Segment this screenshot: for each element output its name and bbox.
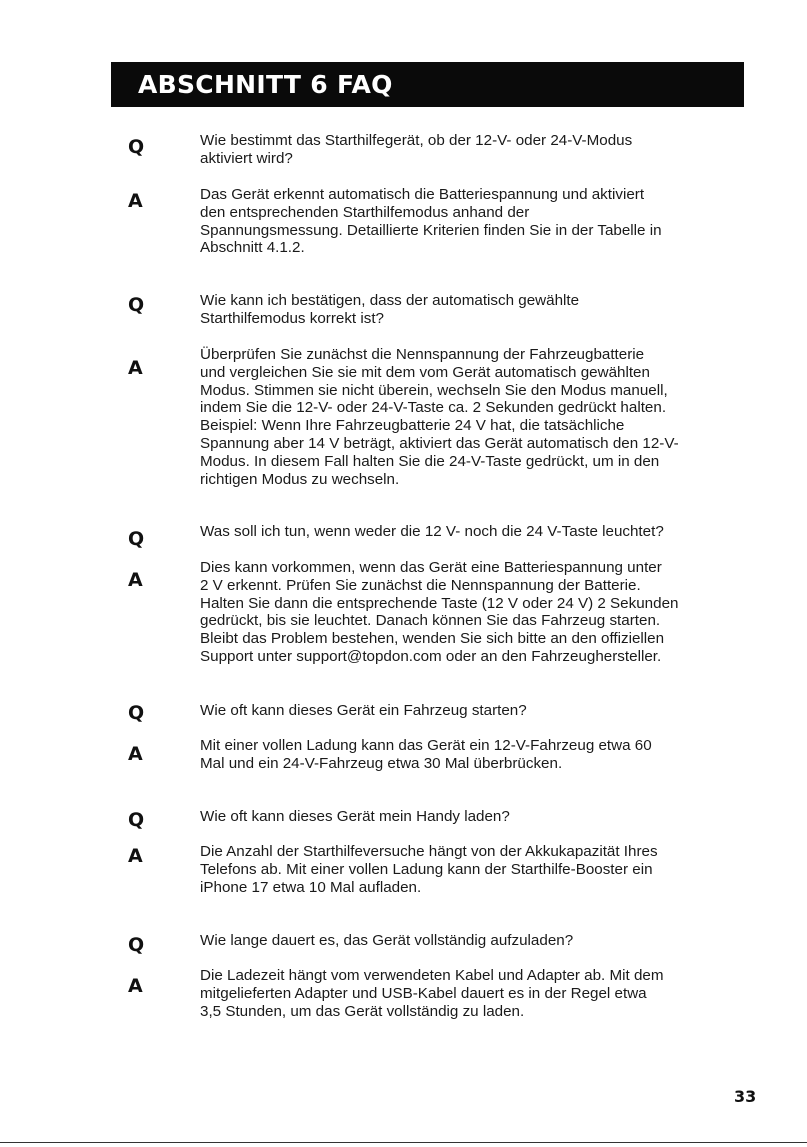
section-header bbox=[111, 62, 744, 107]
question-marker: Q bbox=[128, 294, 145, 316]
answer-text: Mit einer vollen Ladung kann das Gerät ein 12-V-Fahrzeug etwa 60 Mal und ein 24-V-Fahrzeug etwa 30 Mal überbrücken. bbox=[200, 737, 652, 772]
question-text: Was soll ich tun, wenn weder die 12 V- noch die 24 V-Taste leuchtet? bbox=[200, 523, 664, 540]
answer-text: Das Gerät erkennt automatisch die Batteriespannung und aktiviert den entsprechenden Starthilfemodus anhand der Spannungsmessung. Detaillierte Kriterien finden Sie in der Tabelle in Abschnitt 4.1.2. bbox=[200, 186, 662, 257]
answer-text: Dies kann vorkommen, wenn das Gerät eine Batteriespannung unter 2 V erkennt. Prüfen Sie zunächst die Nennspannung der Batterie. Halten Sie dann die entsprechende Taste (12 V oder 24 V) 2 Sekunden gedrückt, bis sie leuchtet. Danach können Sie das Fahrzeug starten. Bleibt das Problem bestehen, wenden Sie sich bitte an den offiziellen Support unter support@topdon.com oder an den Fahrzeughersteller. bbox=[200, 559, 679, 665]
answer-text: Überprüfen Sie zunächst die Nennspannung der Fahrzeugbatterie und vergleichen Sie sie mit dem vom Gerät automatisch gewählten Modus. Stimmen sie nicht überein, wechseln Sie den Modus manuell, indem Sie die 12-V- oder 24-V-Taste ca. 2 Sekunden gedrückt halten. Beispiel: Wenn Ihre Fahrzeugbatterie 24 V hat, die tatsächliche Spannung aber 14 V beträgt, aktiviert das Gerät automatisch den 12-V- Modus. In diesem Fall halten Sie die 24-V-Taste gedrückt, um in den richtigen Modus zu wechseln. bbox=[200, 346, 679, 488]
question-marker: Q bbox=[128, 934, 145, 956]
answer-marker: A bbox=[128, 845, 143, 867]
section-title: ABSCHNITT 6 FAQ bbox=[138, 70, 393, 99]
page-number: 33 bbox=[734, 1087, 757, 1106]
question-marker: Q bbox=[128, 809, 145, 831]
question-text: Wie lange dauert es, das Gerät vollständig aufzuladen? bbox=[200, 932, 574, 949]
answer-marker: A bbox=[128, 975, 143, 997]
question-marker: Q bbox=[128, 136, 145, 158]
page-bottom-rule bbox=[0, 1142, 807, 1143]
answer-marker: A bbox=[128, 743, 143, 765]
answer-marker: A bbox=[128, 569, 143, 591]
answer-text: Die Ladezeit hängt vom verwendeten Kabel und Adapter ab. Mit dem mitgelieferten Adapter und USB-Kabel dauert es in der Regel etwa 3,5 Stunden, um das Gerät vollständig zu laden. bbox=[200, 967, 664, 1020]
question-text: Wie kann ich bestätigen, dass der automatisch gewählte Starthilfemodus korrekt ist? bbox=[200, 292, 580, 327]
question-marker: Q bbox=[128, 528, 145, 550]
question-marker: Q bbox=[128, 702, 145, 724]
question-text: Wie oft kann dieses Gerät ein Fahrzeug starten? bbox=[200, 702, 527, 719]
question-text: Wie oft kann dieses Gerät mein Handy laden? bbox=[200, 808, 510, 825]
answer-marker: A bbox=[128, 190, 143, 212]
answer-text: Die Anzahl der Starthilfeversuche hängt von der Akkukapazität Ihres Telefons ab. Mit einer vollen Ladung kann der Starthilfe-Booster ein iPhone 17 etwa 10 Mal aufladen. bbox=[200, 843, 658, 896]
question-text: Wie bestimmt das Starthilfegerät, ob der 12-V- oder 24-V-Modus aktiviert wird? bbox=[200, 132, 633, 167]
answer-marker: A bbox=[128, 357, 143, 379]
